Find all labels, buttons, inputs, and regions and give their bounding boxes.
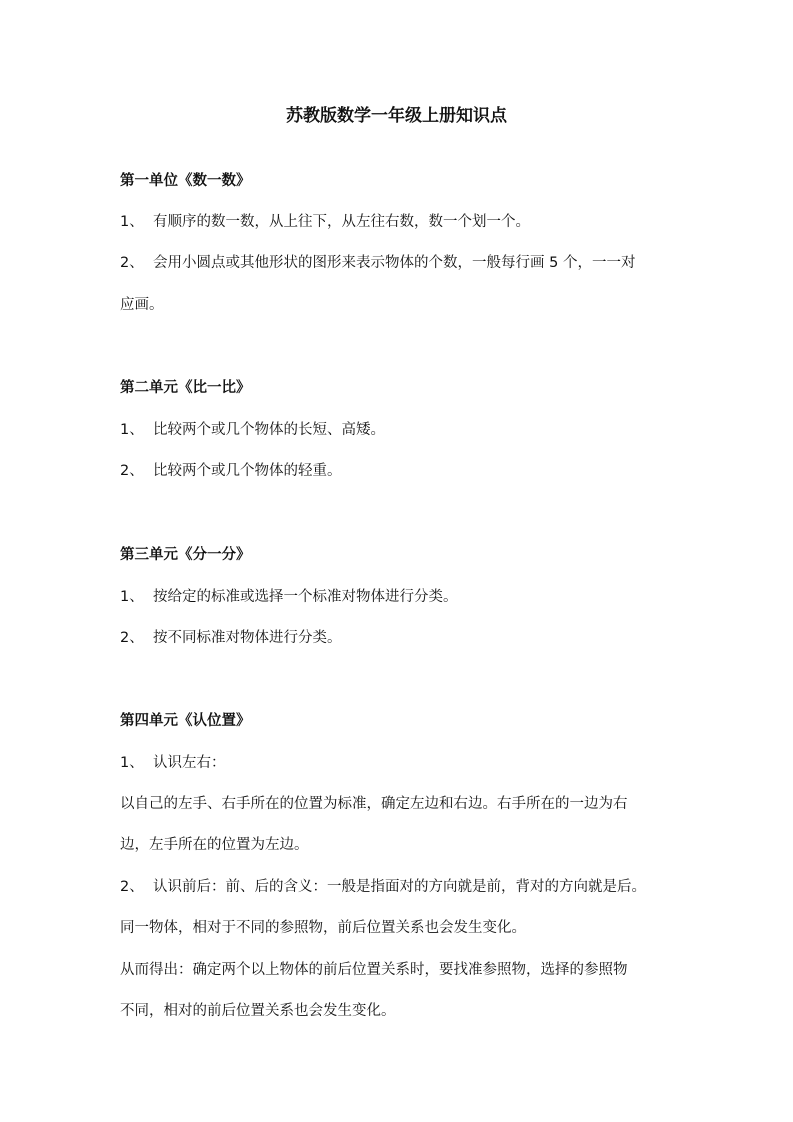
item-number: 2、	[120, 255, 144, 271]
item-number: 1、	[120, 214, 144, 230]
item-text: 有顺序的数一数，从上往下，从左往右数，数一个划一个。	[153, 214, 530, 230]
unit-4-heading: 第四单元《认位置》	[120, 713, 251, 729]
item-number: 2、	[120, 630, 144, 646]
unit-4-paragraph-conclusion: 从而得出：确定两个以上物体的前后位置关系时，要找准参照物，选择的参照物	[120, 962, 628, 978]
unit-1-item-1	[120, 211, 690, 233]
item-text: 按给定的标准或选择一个标准对物体进行分类。	[153, 589, 458, 605]
unit-4-item-2	[120, 876, 690, 898]
item-number: 2、	[120, 463, 144, 479]
unit-4-paragraph-reference: 同一物体，相对于不同的参照物，前后位置关系也会发生变化。	[120, 920, 526, 936]
item-text: 会用小圆点或其他形状的图形来表示物体的个数，一般每行画 5 个，一一对	[153, 255, 636, 271]
unit-2-item-1	[120, 419, 690, 441]
unit-4-item-1	[120, 752, 690, 774]
item-number: 1、	[120, 755, 144, 771]
item-text: 按不同标准对物体进行分类。	[153, 630, 342, 646]
document-title: 苏教版数学一年级上册知识点	[286, 106, 507, 126]
unit-4-paragraph-conclusion-continuation: 不同，相对的前后位置关系也会发生变化。	[120, 1003, 396, 1019]
unit-1-item-2-continuation: 应画。	[120, 297, 164, 313]
item-text: 认识左右：	[153, 755, 226, 771]
unit-3-item-2	[120, 627, 690, 649]
unit-1-item-2	[120, 252, 690, 274]
unit-3-heading: 第三单元《分一分》	[120, 547, 251, 563]
unit-3-item-1	[120, 586, 690, 608]
item-number: 1、	[120, 422, 144, 438]
item-number: 2、	[120, 879, 144, 895]
unit-1-heading: 第一单位《数一数》	[120, 173, 251, 189]
unit-2-heading: 第二单元《比一比》	[120, 380, 251, 396]
item-text: 比较两个或几个物体的长短、高矮。	[153, 422, 385, 438]
unit-4-paragraph-left-right-continuation: 边，左手所在的位置为左边。	[120, 837, 309, 853]
unit-2-item-2	[120, 460, 690, 482]
item-number: 1、	[120, 589, 144, 605]
unit-4-paragraph-left-right: 以自己的左手、右手所在的位置为标准，确定左边和右边。右手所在的一边为右	[120, 796, 628, 812]
item-text: 比较两个或几个物体的轻重。	[153, 463, 342, 479]
item-text: 认识前后：前、后的含义：一般是指面对的方向就是前，背对的方向就是后。	[153, 879, 646, 895]
